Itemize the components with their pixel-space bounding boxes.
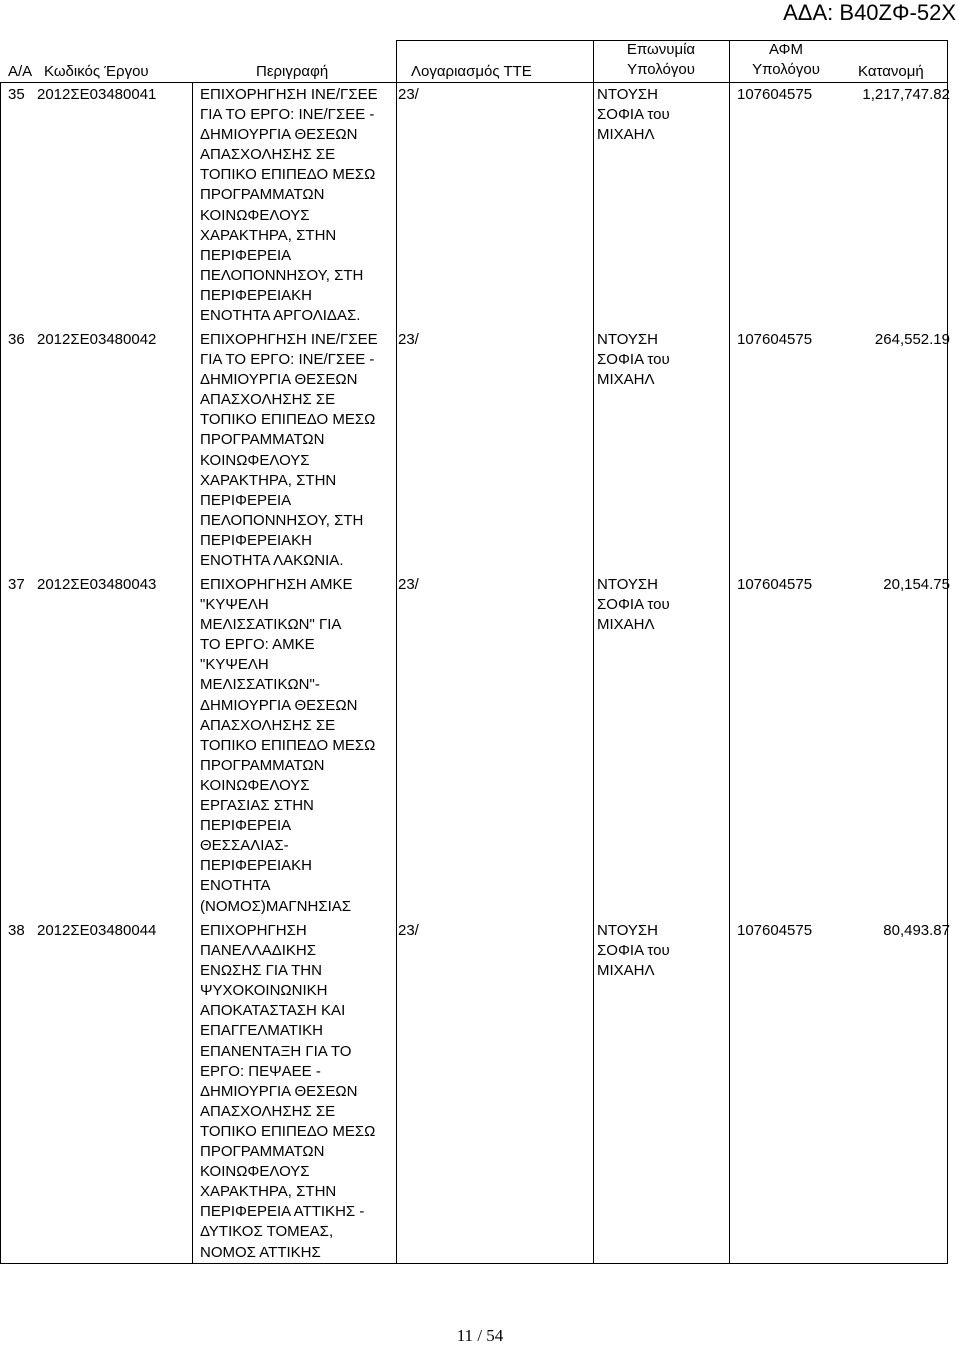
row-allocation: 264,552.19 [874,331,950,348]
header-description: Περιγραφή [256,63,329,80]
row-afm: 107604575 [737,86,813,103]
row-afm: 107604575 [737,922,813,939]
row-allocation: 20,154.75 [883,576,950,593]
grid-line-col-desc [192,82,193,1264]
row-name: ΝΤΟΥΣΗ ΣΟΦΙΑ του ΜΙΧΑΗΛ [597,576,670,634]
page-number [0,1326,960,1346]
row-account: 23/ [398,576,419,593]
page-separator: / [477,1326,483,1345]
row-description: ΕΠΙΧΟΡΗΓΗΣΗ ΠΑΝΕΛΛΑΔΙΚΗΣ ΕΝΩΣΗΣ ΓΙΑ ΤΗΝ ΨΥΧΟΚΟΙΝΩΝΙΚΗ ΑΠΟΚΑΤΑΣΤΑΣΗ ΚΑΙ ΕΠΑΓΓΕΛΜΑΤΙΚΗ ΕΠΑΝΕΝΤΑΞΗ ΓΙΑ ΤΟ ΕΡΓΟ: ΠΕΨΑΕΕ - ΔΗΜΙΟΥΡΓΙΑ ΘΕΣΕΩΝ ΑΠΑΣΧΟΛΗΣΗΣ ΣΕ ΤΟΠΙΚΟ ΕΠΙΠΕΔΟ ΜΕΣΩ ΠΡΟΓΡΑΜΜΑΤΩΝ ΚΟΙΝΩΦΕΛΟΥΣ ΧΑΡΑΚΤΗΡΑ, ΣΤΗΝ ΠΕΡΙΦΕΡΕΙΑ ΑΤΤΙΚΗΣ - ΔΥΤΙΚΟΣ ΤΟΜΕΑΣ, ΝΟΜΟΣ ΑΤΤΙΚΗΣ [200,922,376,1261]
row-code: 2012ΣΕ03480042 [37,331,157,348]
header-allocation: Κατανομή [858,63,924,80]
ada-reference: ΑΔΑ: Β40ΖΦ-52Χ [783,0,956,25]
grid-line-col-account [396,40,397,1264]
row-code: 2012ΣΕ03480041 [37,86,157,103]
row-description: ΕΠΙΧΟΡΗΓΗΣΗ ΑΜΚΕ "ΚΥΨΕΛΗ ΜΕΛΙΣΣΑΤΙΚΩΝ" ΓΙΑ ΤΟ ΕΡΓΟ: ΑΜΚΕ "ΚΥΨΕΛΗ ΜΕΛΙΣΣΑΤΙΚΩΝ"- ΔΗΜΙΟΥΡΓΙΑ ΘΕΣΕΩΝ ΑΠΑΣΧΟΛΗΣΗΣ ΣΕ ΤΟΠΙΚΟ ΕΠΙΠΕΔΟ ΜΕΣΩ ΠΡΟΓΡΑΜΜΑΤΩΝ ΚΟΙΝΩΦΕΛΟΥΣ ΕΡΓΑΣΙΑΣ ΣΤΗΝ ΠΕΡΙΦΕΡΕΙΑ ΘΕΣΣΑΛΙΑΣ- ΠΕΡΙΦΕΡΕΙΑΚΗ ΕΝΟΤΗΤΑ (ΝΟΜΟΣ)ΜΑΓΝΗΣΙΑΣ [200,576,376,915]
grid-line-bottom [0,1263,948,1264]
header-aa: Α/Α [8,63,33,80]
grid-line-top [0,82,948,83]
row-name: ΝΤΟΥΣΗ ΣΟΦΙΑ του ΜΙΧΑΗΛ [597,331,670,389]
row-aa: 36 [8,331,25,348]
row-name: ΝΤΟΥΣΗ ΣΟΦΙΑ του ΜΙΧΑΗΛ [597,922,670,980]
grid-line-col-afm [729,40,730,1264]
row-aa: 37 [8,576,25,593]
row-code: 2012ΣΕ03480044 [37,922,157,939]
grid-line-col-name [593,40,594,1264]
row-description: ΕΠΙΧΟΡΗΓΗΣΗ ΙΝΕ/ΓΣΕΕ ΓΙΑ ΤΟ ΕΡΓΟ: ΙΝΕ/ΓΣΕΕ - ΔΗΜΙΟΥΡΓΙΑ ΘΕΣΕΩΝ ΑΠΑΣΧΟΛΗΣΗΣ ΣΕ ΤΟΠΙΚΟ ΕΠΙΠΕΔΟ ΜΕΣΩ ΠΡΟΓΡΑΜΜΑΤΩΝ ΚΟΙΝΩΦΕΛΟΥΣ ΧΑΡΑΚΤΗΡΑ, ΣΤΗΝ ΠΕΡΙΦΕΡΕΙΑ ΠΕΛΟΠΟΝΝΗΣΟΥ, ΣΤΗ ΠΕΡΙΦΕΡΕΙΑΚΗ ΕΝΟΤΗΤΑ ΛΑΚΩΝΙΑ. [200,331,378,570]
row-account: 23/ [398,86,419,103]
page-total: 54 [486,1326,504,1345]
grid-line-right [947,40,948,1264]
row-description: ΕΠΙΧΟΡΗΓΗΣΗ ΙΝΕ/ΓΣΕΕ ΓΙΑ ΤΟ ΕΡΓΟ: ΙΝΕ/ΓΣΕΕ - ΔΗΜΙΟΥΡΓΙΑ ΘΕΣΕΩΝ ΑΠΑΣΧΟΛΗΣΗΣ ΣΕ ΤΟΠΙΚΟ ΕΠΙΠΕΔΟ ΜΕΣΩ ΠΡΟΓΡΑΜΜΑΤΩΝ ΚΟΙΝΩΦΕΛΟΥΣ ΧΑΡΑΚΤΗΡΑ, ΣΤΗΝ ΠΕΡΙΦΕΡΕΙΑ ΠΕΛΟΠΟΝΝΗΣΟΥ, ΣΤΗ ΠΕΡΙΦΕΡΕΙΑΚΗ ΕΝΟΤΗΤΑ ΑΡΓΟΛΙΔΑΣ. [200,86,378,325]
row-account: 23/ [398,331,419,348]
header-afm: ΑΦΜ Υπολόγου [752,41,820,78]
header-name: Επωνυμία Υπολόγου [626,41,696,78]
grid-line-header-top [396,40,948,41]
grid-line-left [0,82,1,1264]
row-account: 23/ [398,922,419,939]
header-account: Λογαριασμός ΤΤΕ [411,63,532,80]
row-aa: 35 [8,86,25,103]
row-name: ΝΤΟΥΣΗ ΣΟΦΙΑ του ΜΙΧΑΗΛ [597,86,670,144]
row-code: 2012ΣΕ03480043 [37,576,157,593]
row-allocation: 1,217,747.82 [862,86,950,103]
page-current: 11 [456,1326,474,1345]
row-allocation: 80,493.87 [883,922,950,939]
row-aa: 38 [8,922,25,939]
row-afm: 107604575 [737,331,813,348]
row-afm: 107604575 [737,576,813,593]
header-code: Κωδικός Έργου [44,63,149,80]
